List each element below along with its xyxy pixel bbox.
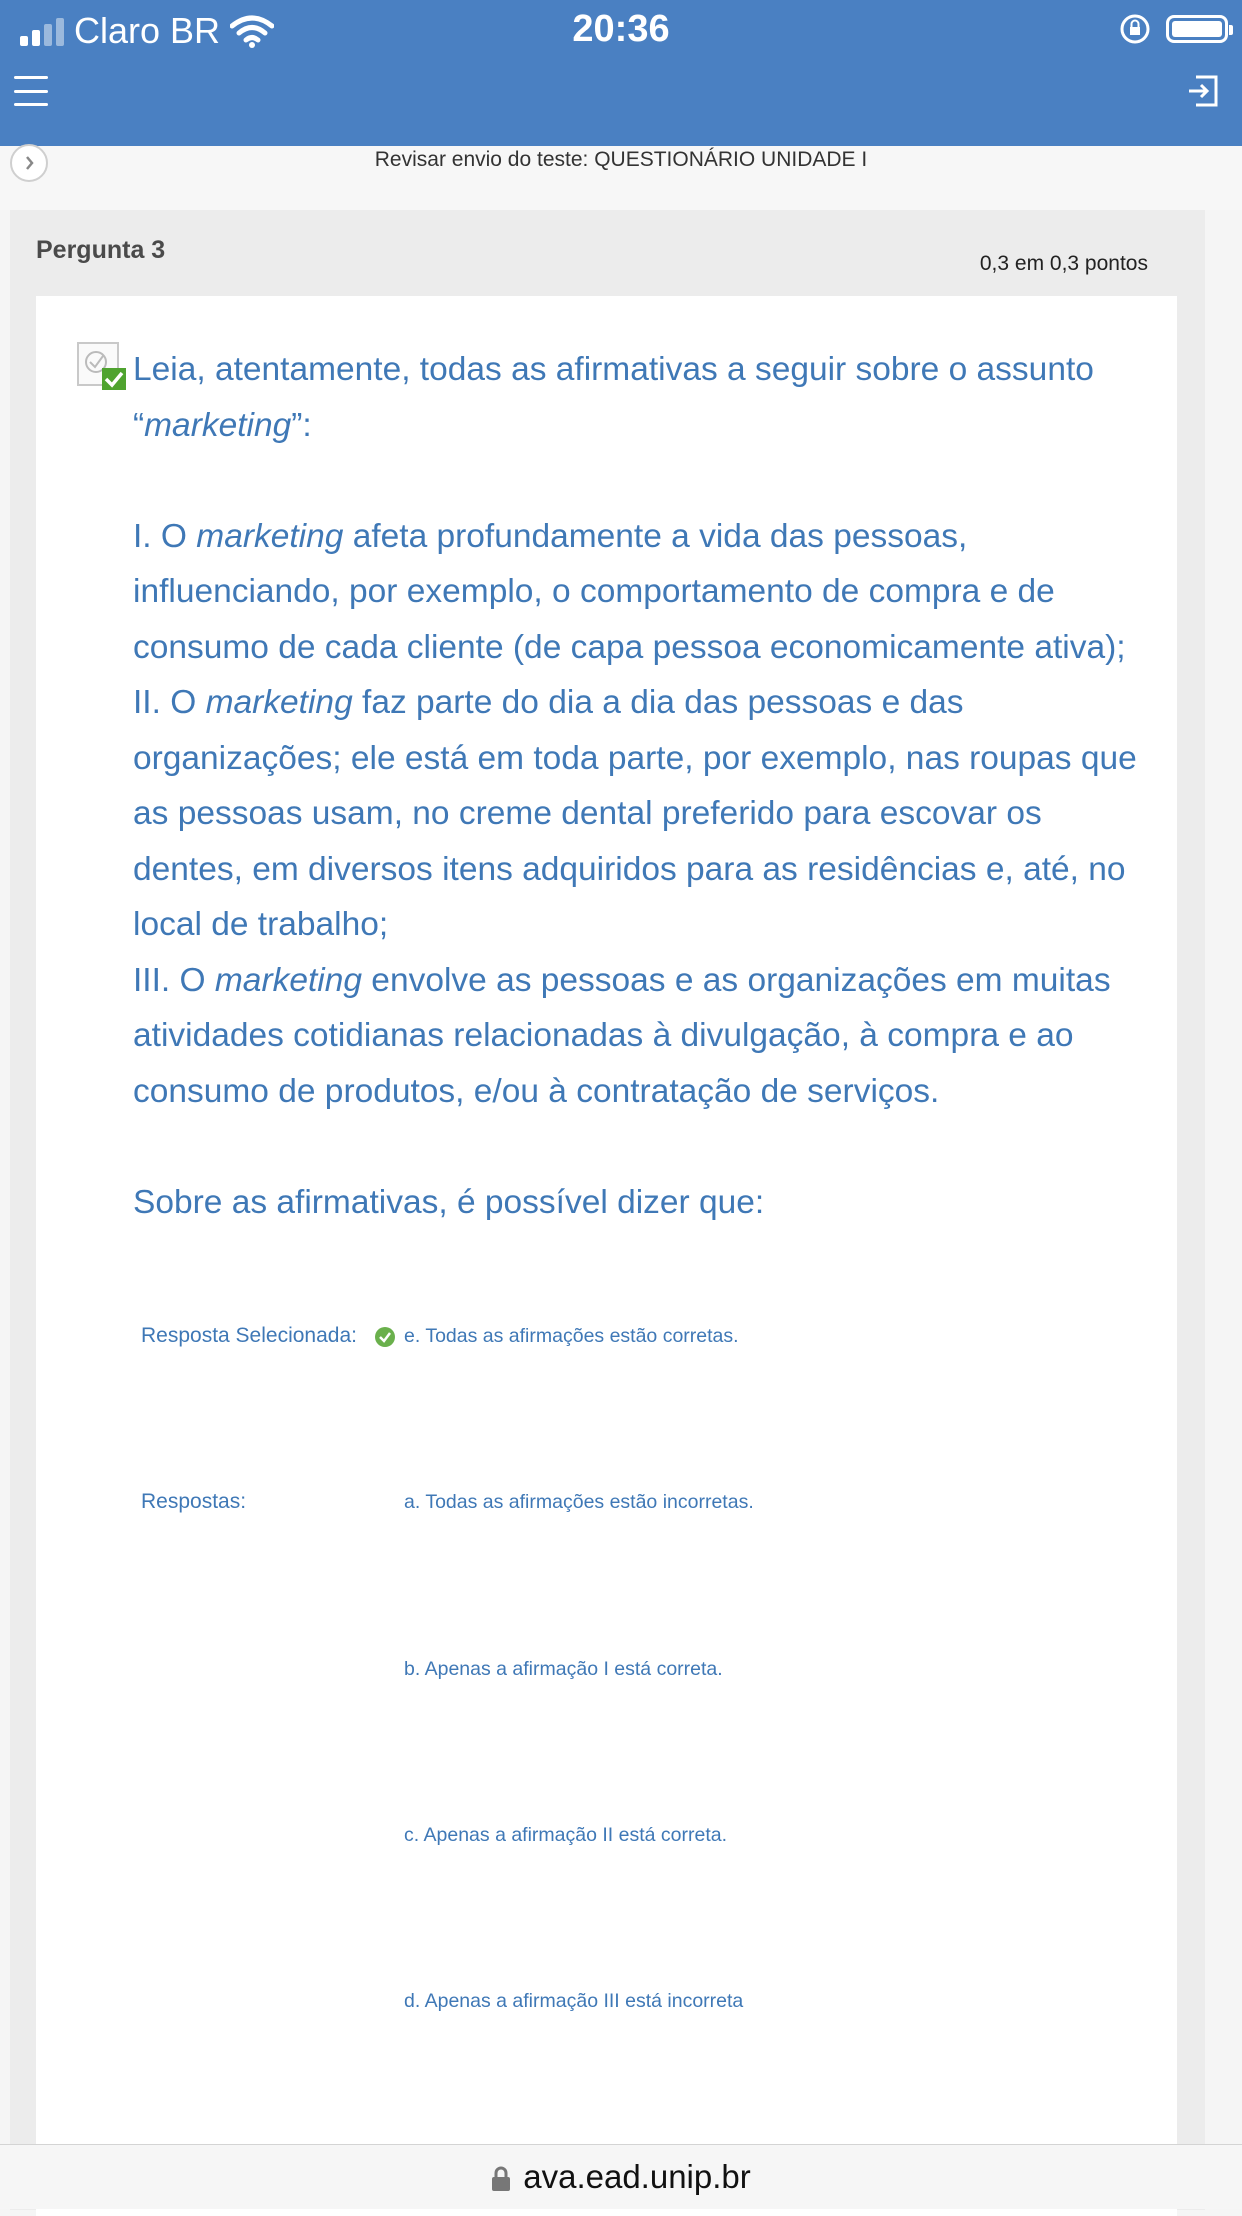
page-title: Revisar envio do teste: QUESTIONÁRIO UNIDADE I — [374, 148, 868, 171]
answers-label: Respostas: — [141, 1490, 247, 1513]
statement-1: I. O marketing afeta profundamente a vida das pessoas, influenciando, por exemplo, o comportamento de compra e de consumo de cada cliente (de capa pessoa economicamente ativa); — [133, 517, 1126, 666]
graded-correct-icon — [76, 342, 128, 392]
question-intro: Leia, atentamente, todas as afirmativas a seguir sobre o assunto “marketing”: — [133, 351, 1094, 444]
answer-option-d: d. Apenas a afirmação III está incorreta — [404, 1990, 744, 2012]
answer-option-c: c. Apenas a afirmação II está correta. — [404, 1824, 727, 1846]
url-display[interactable] — [0, 2158, 1242, 2196]
rotation-lock-icon — [1118, 12, 1152, 46]
correct-check-icon — [375, 1327, 395, 1347]
lock-icon — [491, 2166, 511, 2192]
logout-icon[interactable] — [1186, 74, 1220, 108]
answer-option-b: b. Apenas a afirmação I está correta. — [404, 1658, 723, 1680]
status-time: 20:36 — [572, 8, 670, 50]
menu-button[interactable] — [14, 76, 48, 106]
app-header — [0, 0, 1242, 146]
question-text — [133, 342, 1143, 1230]
selected-answer: e. Todas as afirmações estão corretas. — [404, 1325, 739, 1347]
question-prompt: Sobre as afirmativas, é possível dizer que: — [133, 1183, 765, 1221]
statement-2: II. O marketing faz parte do dia a dia das pessoas e das organizações; ele está em toda parte, por exemplo, nas roupas que as pessoas usam, no creme dental preferido para escovar os dentes, em diversos itens adquiridos para as residências e, até, no local de trabalho; — [133, 684, 1137, 943]
carrier-name: Claro BR — [74, 10, 221, 51]
battery-icon — [1166, 15, 1228, 43]
question-title: Pergunta 3 — [36, 236, 166, 264]
answer-option-a: a. Todas as afirmações estão incorretas. — [404, 1491, 754, 1513]
status-right — [1118, 12, 1228, 46]
selected-answer-label: Resposta Selecionada: — [141, 1324, 357, 1347]
statement-3: III. O marketing envolve as pessoas e as organizações em muitas atividades cotidianas relacionadas à divulgação, à compra e ao consumo de produtos, e/ou à contratação de serviços. — [133, 961, 1111, 1110]
question-points: 0,3 em 0,3 pontos — [979, 252, 1148, 275]
url-text: ava.ead.unip.br — [523, 2158, 751, 2195]
